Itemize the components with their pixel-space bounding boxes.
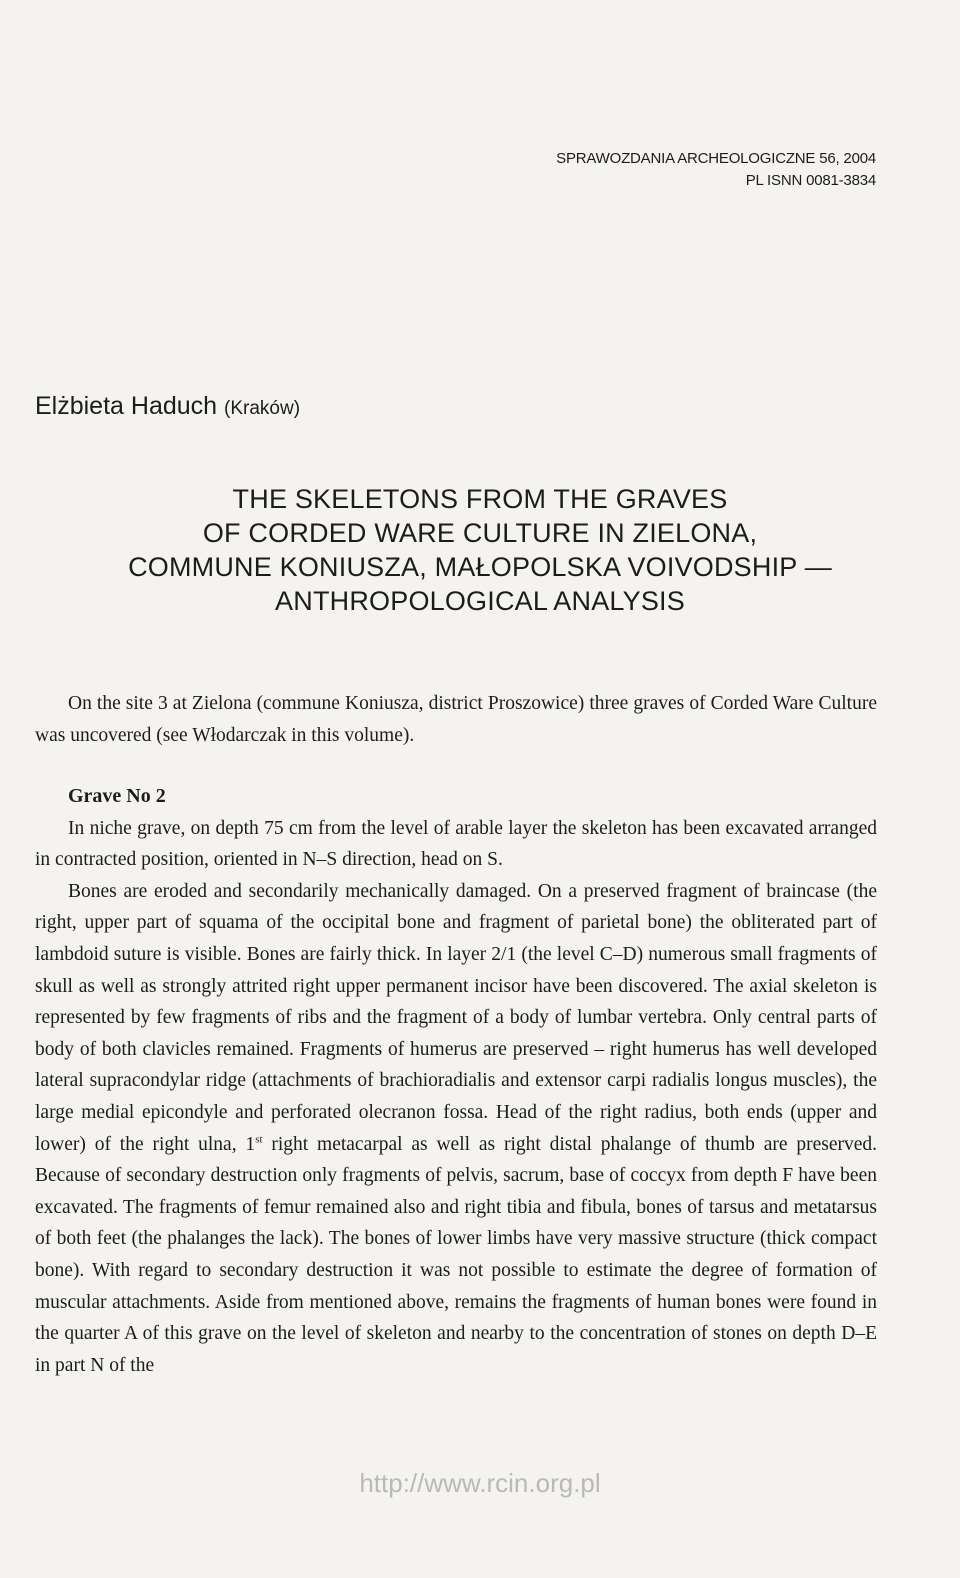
author-name: Elżbieta Haduch xyxy=(35,392,218,420)
grave-2-heading: Grave No 2 xyxy=(68,785,166,807)
title-line-3: COMMUNE KONIUSZA, MAŁOPOLSKA VOIVODSHIP — xyxy=(128,552,832,582)
author-line xyxy=(35,390,300,425)
author-affiliation: (Kraków) xyxy=(224,398,301,419)
grave-2-paragraph-2 xyxy=(35,876,877,1382)
ordinal-superscript: st xyxy=(255,1133,263,1146)
intro-paragraph: On the site 3 at Zielona (commune Koniusza, district Proszowice) three graves of Corded Ware Culture was uncovered (see Włodarczak in this volume). xyxy=(35,693,877,746)
title-line-2: OF CORDED WARE CULTURE IN ZIELONA, xyxy=(202,518,758,548)
source-watermark: http://www.rcin.org.pl xyxy=(359,1468,601,1498)
journal-issn: PL ISNN 0081-3834 xyxy=(745,172,876,189)
title-line-4: ANTHROPOLOGICAL ANALYSIS xyxy=(275,586,685,616)
intro-section xyxy=(35,688,877,751)
journal-header xyxy=(556,148,876,192)
journal-title: SPRAWOZDANIA ARCHEOLOGICZNE 56, 2004 xyxy=(556,150,876,167)
grave-2-paragraph-2-part-b: right metacarpal as well as right distal phalange of thumb are preserved. Because of secondary destruction only fragments of pelvis, sacrum, base of coccyx from depth F have been excavated. The fragments of femur remained also and right tibia and fibula, bones of tarsus and metatarsus of both feet (the phalanges the lack). The bones of lower limbs have very massive structure (thick compact bone). With regard to secondary destruction it was not possible to estimate the degree of formation of muscular attachments. Aside from mentioned above, remains the fragments of human bones were found in the quarter A of this grave on the level of skeleton and nearby to the concentration of stones on depth D–E in part N of the xyxy=(35,1133,877,1376)
title-line-1: THE SKELETONS FROM THE GRAVES xyxy=(232,484,728,514)
grave-2-paragraph-1: In niche grave, on depth 75 cm from the level of arable layer the skeleton has been excavated arranged in contracted position, oriented in N–S direction, head on S. xyxy=(35,817,877,871)
grave-2-paragraph-2-part-a: Bones are eroded and secondarily mechanically damaged. On a preserved fragment of braincase (the right, upper part of squama of the occipital bone and fragment of parietal bone) the obliterated part of lambdoid suture is visible. Bones are fairly thick. In layer 2/1 (the level C–D) numerous small fragments of skull as well as strongly attrited right upper permanent incisor have been discovered. The axial skeleton is represented by few fragments of ribs and the fragment of a body of lumbar vertebra. Only central parts of body of both clavicles remained. Fragments of humerus are preserved – right humerus has well developed lateral supracondylar ridge (attachments of brachioradialis and extensor carpi radialis longus muscles), the large medial epicondyle and perforated olecranon fossa. Head of the right radius, both ends (upper and lower) of the right ulna, 1 xyxy=(35,880,877,1155)
grave-2-section xyxy=(35,781,877,1381)
article-title xyxy=(0,482,960,618)
